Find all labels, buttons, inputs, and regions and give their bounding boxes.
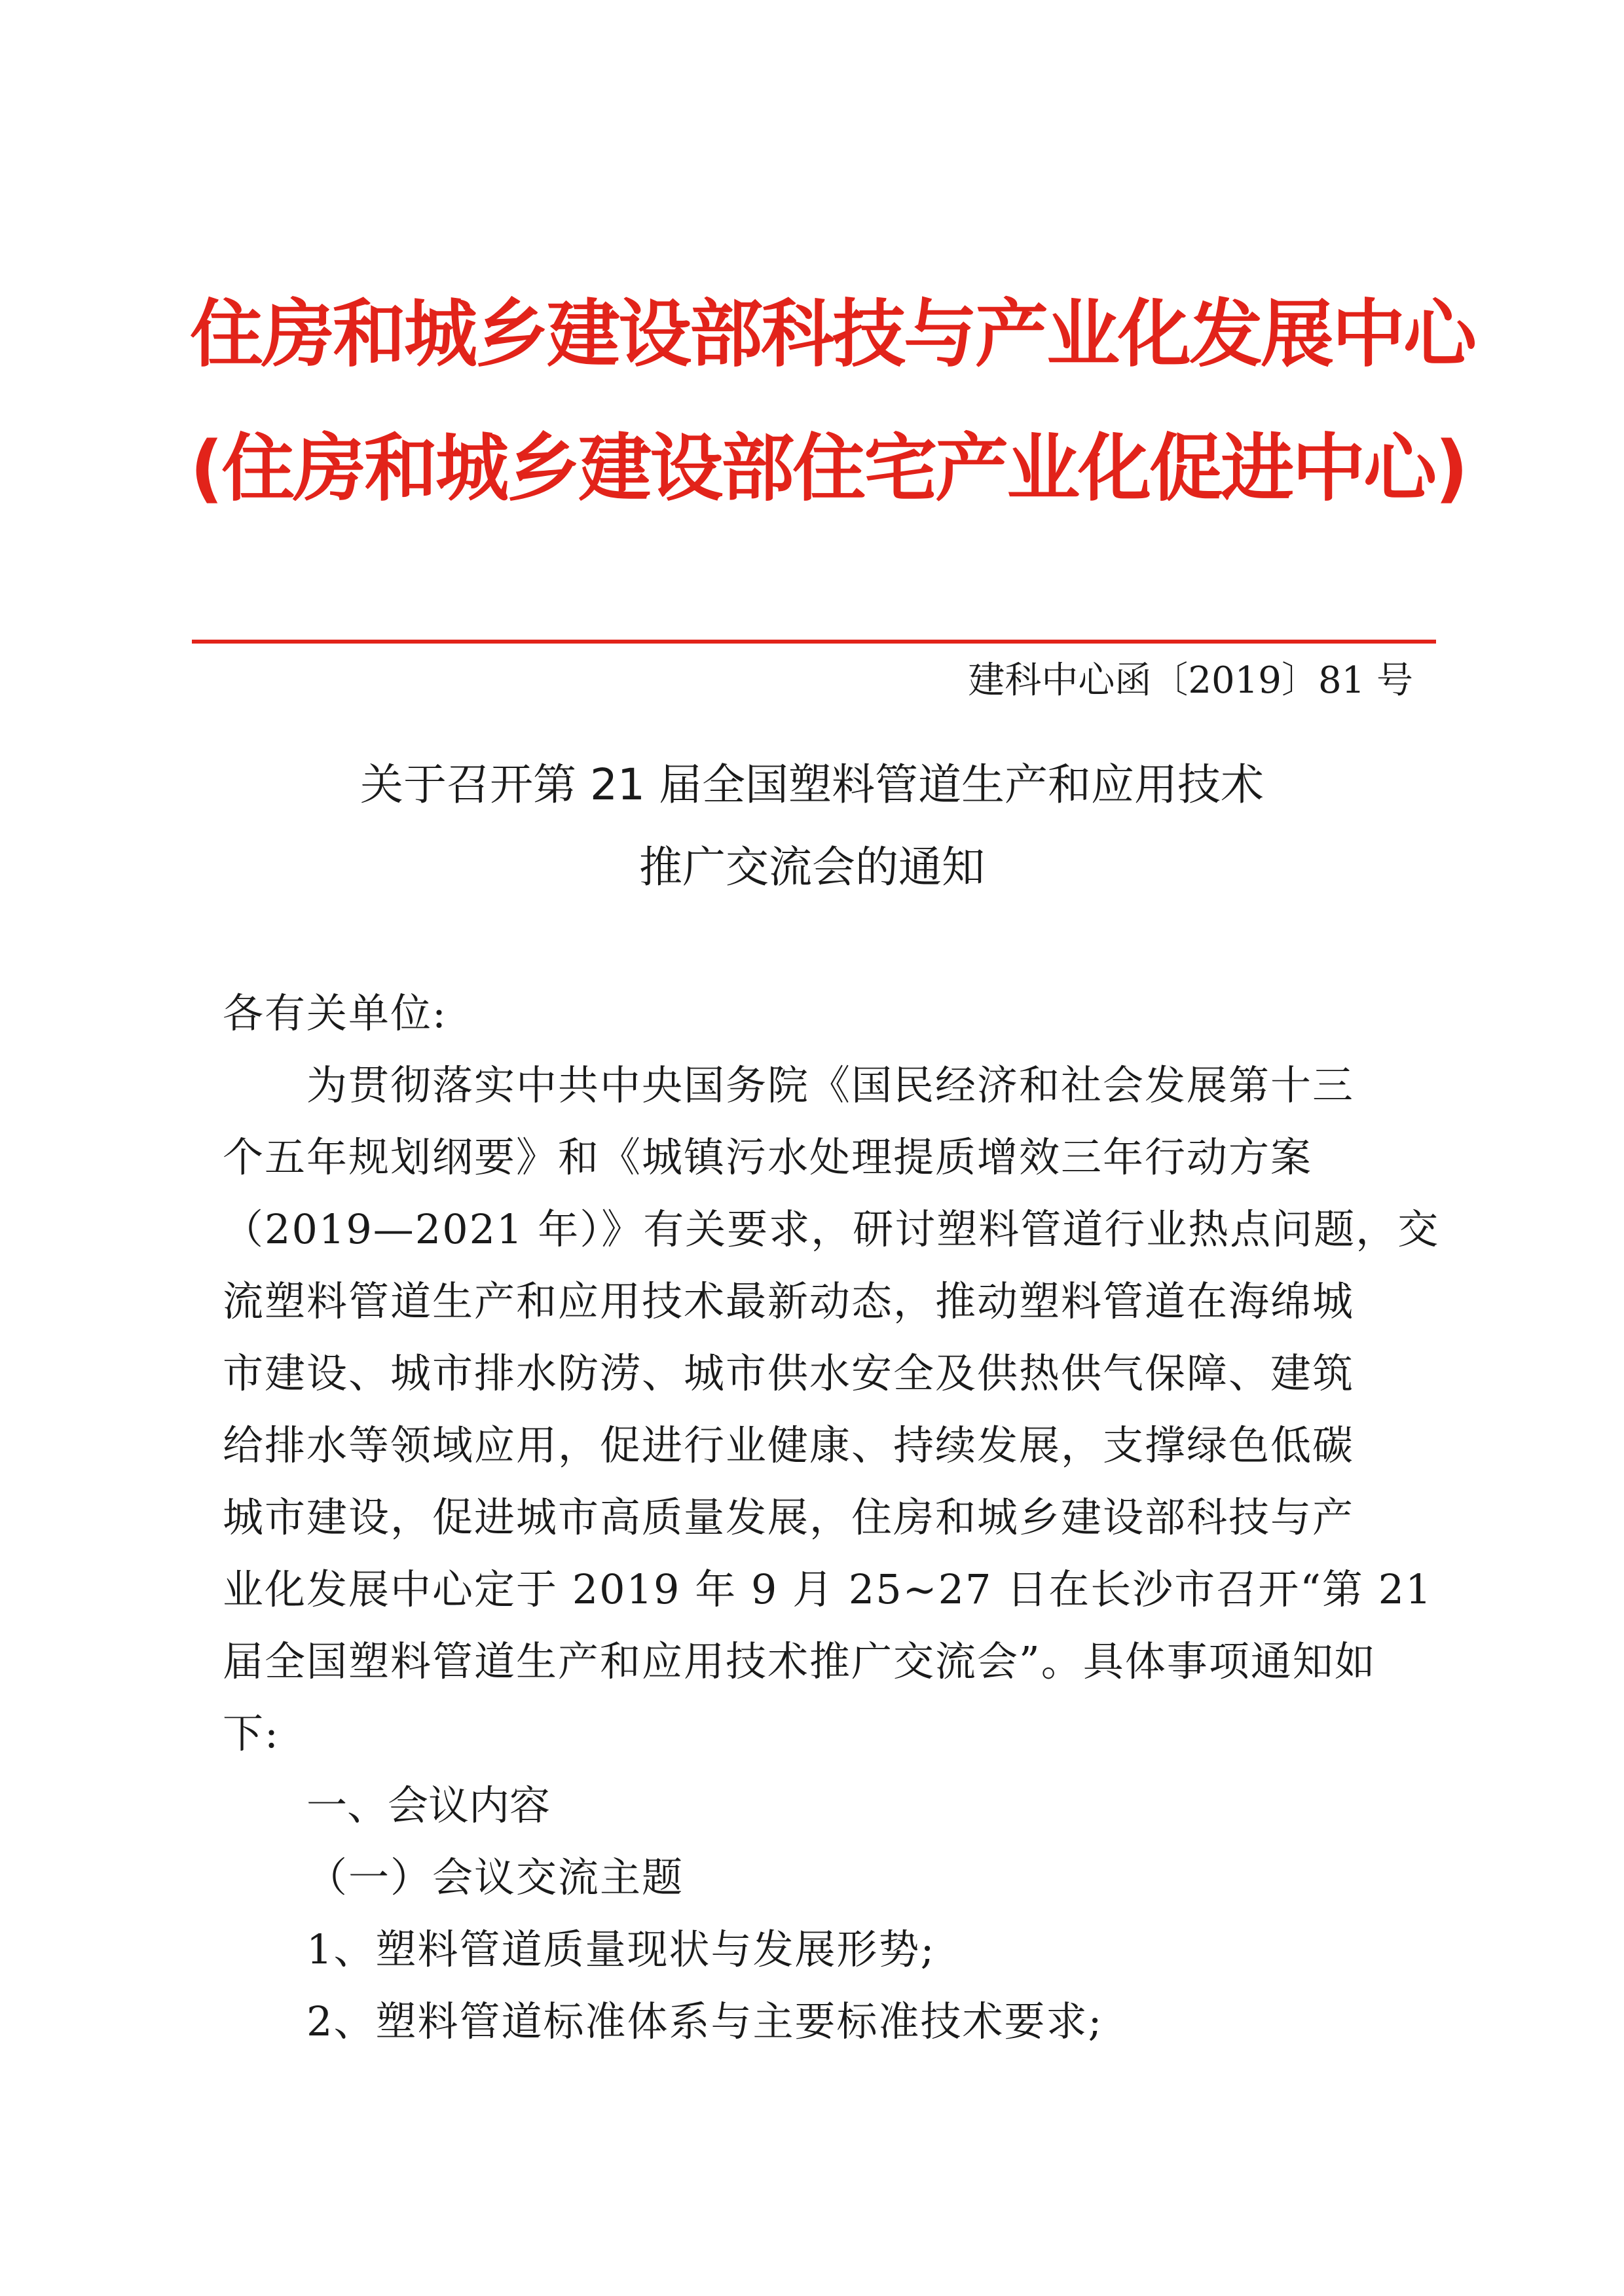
body-line: 业化发展中心定于 2019 年 9 月 25~27 日在长沙市召开“第 21	[223, 1565, 1433, 1613]
salutation: 各有关单位:	[223, 989, 447, 1037]
body-line: （2019—2021 年）》有关要求，研讨塑料管道行业热点问题，交	[223, 1205, 1440, 1253]
body-line: 下:	[223, 1709, 280, 1757]
body-line: 个五年规划纲要》和《城镇污水处理提质增效三年行动方案	[223, 1133, 1313, 1181]
body-line: 城市建设，促进城市高质量发展，住房和城乡建设部科技与产	[223, 1493, 1355, 1541]
letterhead-line-1: 住房和城乡建设部科技与产业化发展中心	[190, 292, 1475, 377]
document-title-line-1: 关于召开第 21 届全国塑料管道生产和应用技术	[360, 759, 1264, 810]
document-title-line-2: 推广交流会的通知	[639, 842, 985, 892]
letterhead-line-2: (住房和城乡建设部住宅产业化促进中心)	[190, 426, 1467, 511]
body-line: 给排水等领域应用，促进行业健康、持续发展，支撑绿色低碳	[223, 1421, 1355, 1469]
body-line: 流塑料管道生产和应用技术最新动态，推动塑料管道在海绵城	[223, 1277, 1355, 1325]
list-item: 1、塑料管道质量现状与发展形势;	[306, 1925, 936, 1973]
body-line: 市建设、城市排水防涝、城市供水安全及供热供气保障、建筑	[223, 1349, 1355, 1397]
list-item: 2、塑料管道标准体系与主要标准技术要求;	[306, 1997, 1103, 2045]
document-number: 建科中心函〔2019〕81 号	[968, 659, 1413, 702]
body-line: 为贯彻落实中共中央国务院《国民经济和社会发展第十三	[306, 1061, 1355, 1109]
letterhead-divider	[192, 640, 1436, 644]
section-heading: 一、会议内容	[306, 1781, 551, 1829]
subsection-heading: （一）会议交流主题	[306, 1853, 684, 1901]
body-line: 届全国塑料管道生产和应用技术推广交流会”。具体事项通知如	[223, 1637, 1376, 1685]
